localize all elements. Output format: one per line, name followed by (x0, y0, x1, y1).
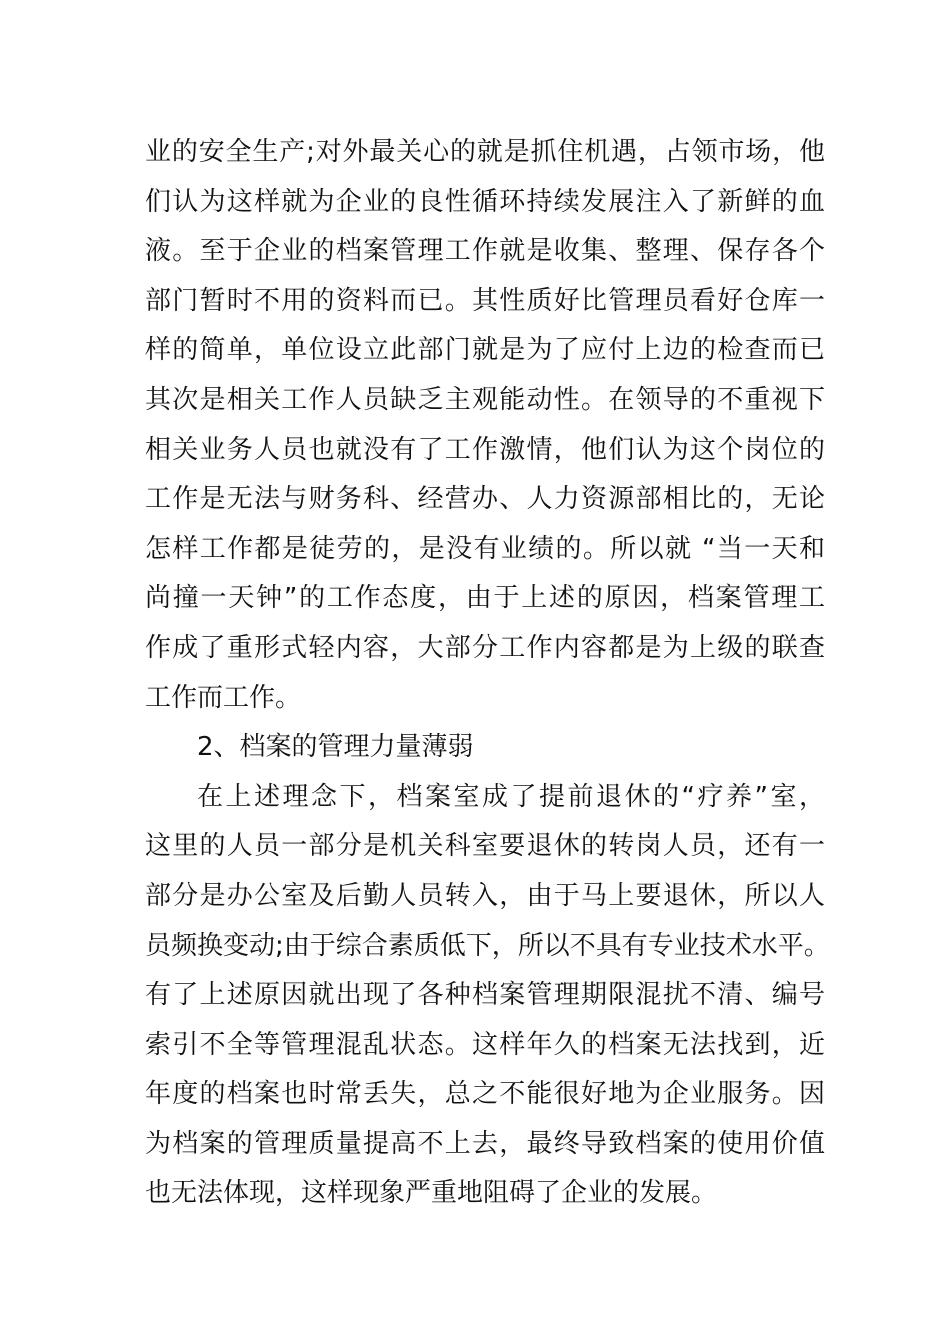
text-line: 这里的人员一部分是机关科室要退休的转岗人员，还有一 (145, 831, 825, 862)
text-line: 也无法体现，这样现象严重地阻碍了企业的发展。 (145, 1178, 718, 1209)
text-line: 怎样工作都是徒劳的，是没有业绩的。所以就 “当一天和 (145, 533, 825, 564)
text-line: 在上述理念下，档案室成了提前退休的“疗养”室， (197, 781, 825, 812)
text-line: 有了上述原因就出现了各种档案管理期限混扰不清、编号 (145, 980, 825, 1011)
text-line: 部分是办公室及后勤人员转入，由于马上要退休，所以人 (145, 880, 825, 911)
body-text (145, 128, 830, 1219)
text-line: 业的安全生产;对外最关心的就是抓住机遇，占领市场，他 (145, 137, 825, 167)
text-line: 作成了重形式轻内容，大部分工作内容都是为上级的联查 (145, 632, 825, 663)
text-line: 们认为这样就为企业的良性循环持续发展注入了新鲜的血 (145, 186, 825, 217)
text-line: 工作是无法与财务科、经营办、人力资源部相比的，无论 (145, 484, 825, 515)
text-line: 年度的档案也时常丢失，总之不能很好地为企业服务。因 (145, 1079, 825, 1110)
text-line: 尚撞一天钟”的工作态度，由于上述的原因，档案管理工 (145, 583, 825, 614)
text-line: 员频换变动;由于综合素质低下，所以不具有专业技术水平。 (145, 930, 830, 961)
text-line: 相关业务人员也就没有了工作激情，他们认为这个岗位的 (145, 434, 825, 465)
text-line: 其次是相关工作人员缺乏主观能动性。在领导的不重视下 (145, 384, 825, 415)
text-line: 索引不全等管理混乱状态。这样年久的档案无法找到，近 (145, 1029, 825, 1060)
text-line: 液。至于企业的档案管理工作就是收集、整理、保存各个 (145, 236, 825, 267)
text-line: 样的简单，单位设立此部门就是为了应付上边的检查而已 (145, 335, 825, 366)
text-line: 部门暂时不用的资料而已。其性质好比管理员看好仓库一 (145, 285, 825, 316)
text-line: 为档案的管理质量提高不上去，最终导致档案的使用价值 (145, 1128, 825, 1159)
section-heading: 2、档案的管理力量薄弱 (197, 732, 474, 763)
text-line: 工作而工作。 (145, 682, 302, 713)
